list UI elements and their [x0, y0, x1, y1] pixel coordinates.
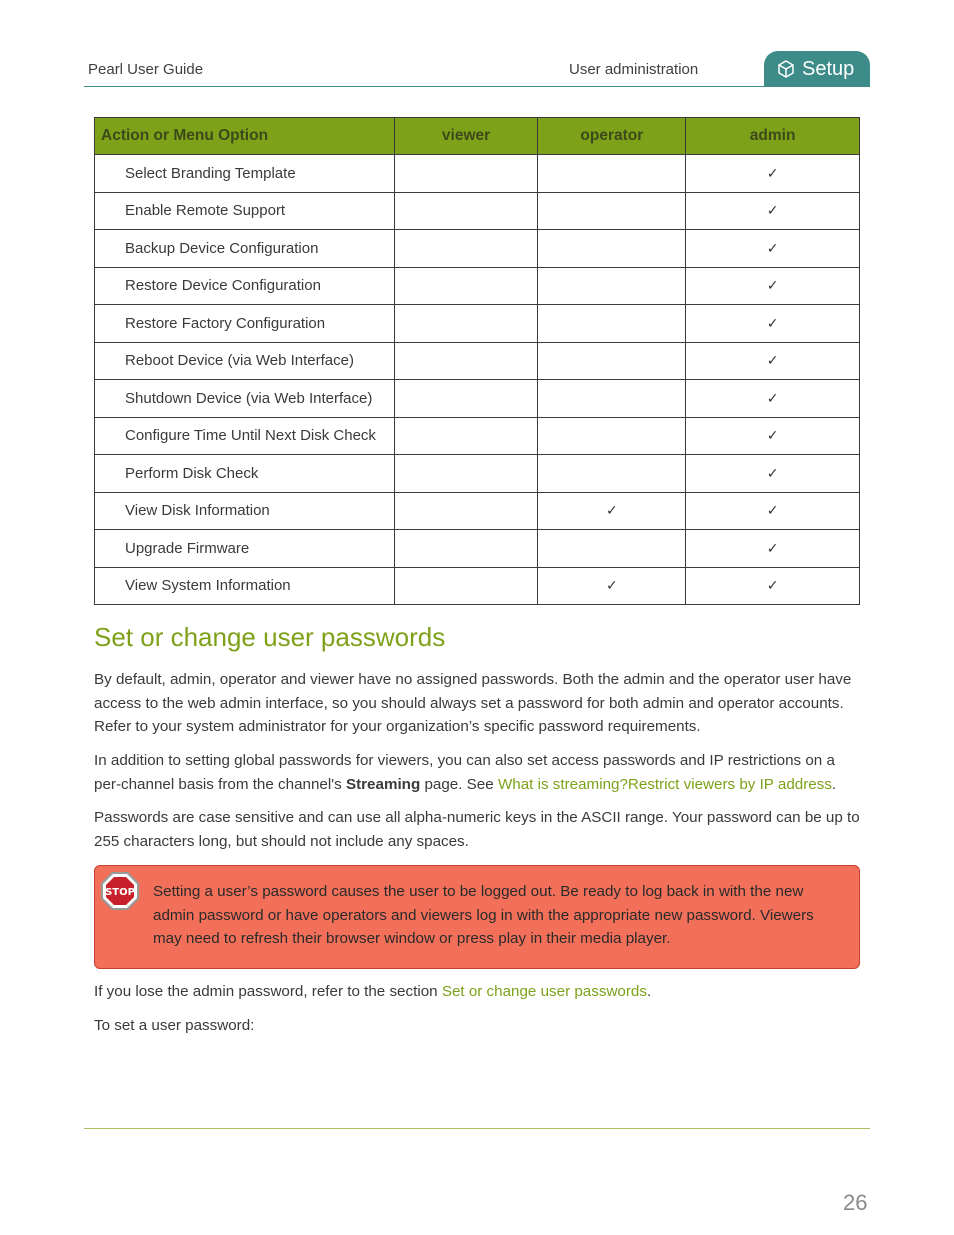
setup-tab-label: Setup [802, 57, 855, 80]
streaming-bold-label: Streaming [345, 775, 421, 793]
permissions-table [94, 117, 860, 605]
column-header-admin: admin [686, 118, 860, 155]
table-row [95, 267, 860, 305]
action-cell: View Disk Information [95, 492, 395, 530]
cube-icon [776, 59, 796, 79]
viewer-permission-cell [394, 455, 538, 493]
paragraph-steps-intro: To set a user password: [94, 1017, 255, 1034]
operator-permission-cell: ✓ [538, 492, 686, 530]
paragraph-password-rules: Passwords are case sensitive and can use all alpha-numeric keys in the ASCII range. Your password can be up to 255 characters long, but should not include any spaces. [94, 809, 860, 850]
section-heading: Set or change user passwords [94, 622, 446, 652]
operator-permission-cell [538, 155, 686, 193]
table-row [95, 230, 860, 268]
action-cell: Restore Device Configuration [95, 267, 395, 305]
streaming-link[interactable]: What is streaming?Restrict viewers by IP address [497, 775, 832, 793]
operator-permission-cell [538, 380, 686, 418]
warning-callout [94, 865, 860, 969]
action-cell: View System Information [95, 567, 395, 605]
admin-permission-cell: ✓ [686, 417, 860, 455]
operator-permission-cell [538, 342, 686, 380]
table-row [95, 155, 860, 193]
paragraph-text: In addition to setting global passwords for viewers, you can also set access passwords and IP restrictions on a per-channel basis from the channel's [94, 752, 835, 793]
paragraph-text: page. See [420, 775, 498, 793]
paragraph-lost-password [94, 980, 864, 1004]
admin-permission-cell: ✓ [686, 530, 860, 568]
admin-permission-cell: ✓ [686, 267, 860, 305]
table-header-row [95, 118, 860, 155]
operator-permission-cell [538, 267, 686, 305]
viewer-permission-cell [394, 267, 538, 305]
table-row [95, 380, 860, 418]
action-cell: Restore Factory Configuration [95, 305, 395, 343]
action-cell: Enable Remote Support [95, 192, 395, 230]
paragraph-default-passwords: By default, admin, operator and viewer have no assigned passwords. Both the admin and the operator user have access to the web admin interface, so you should always set a password for both admin and operator accounts. Refer to your system administrator for your organization’s specific password requirements. [94, 671, 852, 735]
column-header-operator: operator [538, 118, 686, 155]
viewer-permission-cell [394, 155, 538, 193]
paragraph-text: If you lose the admin password, refer to the section [94, 983, 442, 1000]
table-row [95, 492, 860, 530]
table-row [95, 455, 860, 493]
operator-permission-cell [538, 530, 686, 568]
footer-divider [84, 1128, 870, 1129]
viewer-permission-cell [394, 567, 538, 605]
table-row [95, 417, 860, 455]
viewer-permission-cell [394, 492, 538, 530]
table-row [95, 192, 860, 230]
operator-permission-cell: ✓ [538, 567, 686, 605]
table-row [95, 567, 860, 605]
page-number: 26 [843, 1190, 868, 1215]
viewer-permission-cell [394, 380, 538, 418]
viewer-permission-cell [394, 230, 538, 268]
set-passwords-link[interactable]: Set or change user passwords [441, 983, 647, 1000]
admin-permission-cell: ✓ [686, 305, 860, 343]
column-header-viewer: viewer [394, 118, 538, 155]
admin-permission-cell: ✓ [686, 492, 860, 530]
setup-tab[interactable] [764, 51, 870, 87]
admin-permission-cell: ✓ [686, 192, 860, 230]
admin-permission-cell: ✓ [686, 380, 860, 418]
header-divider [84, 86, 870, 87]
admin-permission-cell: ✓ [686, 230, 860, 268]
table-row [95, 305, 860, 343]
viewer-permission-cell [394, 530, 538, 568]
operator-permission-cell [538, 417, 686, 455]
action-cell: Configure Time Until Next Disk Check [95, 417, 395, 455]
viewer-permission-cell [394, 342, 538, 380]
admin-permission-cell: ✓ [686, 155, 860, 193]
viewer-permission-cell [394, 417, 538, 455]
document-title: Pearl User Guide [88, 61, 204, 78]
table-row [95, 530, 860, 568]
operator-permission-cell [538, 192, 686, 230]
operator-permission-cell [538, 230, 686, 268]
action-cell: Backup Device Configuration [95, 230, 395, 268]
action-cell: Upgrade Firmware [95, 530, 395, 568]
paragraph-text: . [831, 775, 837, 793]
viewer-permission-cell [394, 305, 538, 343]
action-cell: Perform Disk Check [95, 455, 395, 493]
warning-text: Setting a user’s password causes the user to be logged out. Be ready to log back in with the new admin password or have operators and viewers log in with the appropriate new password. Viewers may need to refresh their browser window or press play in their media player. [153, 883, 814, 947]
paragraph-text: . [646, 983, 652, 1000]
section-name: User administration [569, 61, 699, 78]
column-header-action: Action or Menu Option [95, 118, 395, 155]
stop-sign-icon [99, 870, 141, 912]
admin-permission-cell: ✓ [686, 455, 860, 493]
action-cell: Select Branding Template [95, 155, 395, 193]
table-row [95, 342, 860, 380]
paragraph-channel-passwords [94, 749, 864, 796]
viewer-permission-cell [394, 192, 538, 230]
operator-permission-cell [538, 305, 686, 343]
action-cell: Reboot Device (via Web Interface) [95, 342, 395, 380]
admin-permission-cell: ✓ [686, 342, 860, 380]
action-cell: Shutdown Device (via Web Interface) [95, 380, 395, 418]
admin-permission-cell: ✓ [686, 567, 860, 605]
stop-sign-label: STOP [105, 887, 135, 898]
operator-permission-cell [538, 455, 686, 493]
